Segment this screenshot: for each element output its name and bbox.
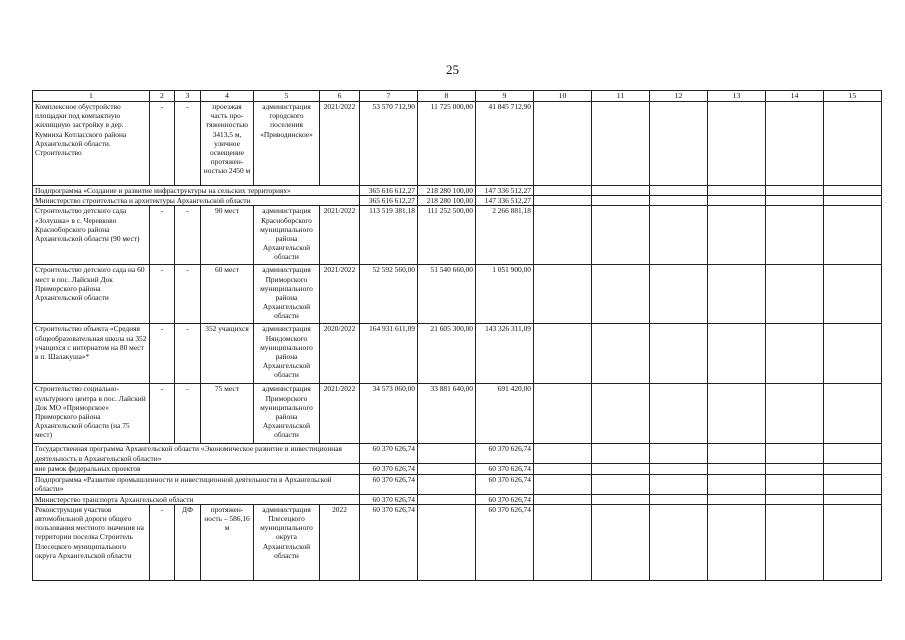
empty-cell [824,265,882,324]
col2-cell: - [150,324,175,384]
summary-label: Министерство транспорта Архангельской области [33,494,360,504]
empty-cell [824,494,882,504]
federal-cell: 111 252 500,00 [418,206,476,265]
table-row [33,324,882,384]
total-cell: 60 370 626,74 [360,464,418,474]
empty-cell [534,464,592,474]
header-cell: 15 [824,91,882,102]
customer-cell: администрация Няндомского муниципального района Архангельской области [254,324,320,384]
empty-cell [766,186,824,196]
empty-cell [650,102,708,186]
empty-cell [534,196,592,206]
empty-cell [650,206,708,265]
capacity-cell: 352 учащихся [201,324,254,384]
empty-cell [592,196,650,206]
empty-cell [824,444,882,464]
total-cell: 60 370 626,74 [360,474,418,494]
period-cell: 2021/2022 [320,265,360,324]
regional-cell: 143 326 311,09 [476,324,534,384]
empty-cell [650,504,708,580]
federal-cell [418,504,476,580]
header-cell: 4 [201,91,254,102]
customer-cell: администрация Красноборского муниципального района Архангельской области [254,206,320,265]
total-cell: 113 519 381,18 [360,206,418,265]
object-name-cell: Строительство объекта «Средняя общеобразовательная школа на 352 учащихся с интернатом на 80 мест в п. Шалакуша»* [33,324,150,384]
empty-cell [592,494,650,504]
object-name-cell: Комплексное обустройство площадки под компактную жилищную застройку в дер. Кумииха Котласского района Архангельской области. Строительство [33,102,150,186]
empty-cell [592,265,650,324]
empty-cell [650,265,708,324]
empty-cell [708,504,766,580]
empty-cell [592,102,650,186]
object-name-cell: Реконструкция участков автомобильной дороги общего пользования местного значения на территории поселка Строитель Плесецкого муниципального округа Архангельской области [33,504,150,580]
col3-cell: - [175,102,201,186]
header-cell: 3 [175,91,201,102]
period-cell: 2020/2022 [320,324,360,384]
header-cell: 2 [150,91,175,102]
total-cell: 53 570 712,90 [360,102,418,186]
empty-cell [592,444,650,464]
object-name-cell: Строительство детского сада «Золушка» в с. Черевково Красноборского района Архангельской области (90 мест) [33,206,150,265]
customer-cell: администрация Приморского муниципального района Архангельской области [254,265,320,324]
empty-cell [534,504,592,580]
customer-cell: администрация городского поселения «Приводинское» [254,102,320,186]
empty-cell [824,186,882,196]
federal-cell [418,464,476,474]
regional-cell: 691 420,00 [476,384,534,444]
capacity-cell: 90 мест [201,206,254,265]
federal-cell [418,494,476,504]
empty-cell [534,186,592,196]
header-cell: 5 [254,91,320,102]
empty-cell [534,474,592,494]
summary-row [33,186,882,196]
empty-cell [534,102,592,186]
regional-cell: 60 370 626,74 [476,464,534,474]
federal-cell: 51 540 660,00 [418,265,476,324]
empty-cell [708,102,766,186]
empty-cell [592,206,650,265]
federal-cell: 21 605 300,00 [418,324,476,384]
empty-cell [766,444,824,464]
col2-cell: - [150,265,175,324]
col2-cell: - [150,384,175,444]
col3-cell: - [175,324,201,384]
header-cell: 7 [360,91,418,102]
federal-cell: 218 280 100,00 [418,196,476,206]
empty-cell [766,102,824,186]
summary-label: Подпрограмма «Развитие промышленности и инвестиционной деятельности в Архангельской области» [33,474,360,494]
empty-cell [824,504,882,580]
capacity-cell: протяжен-ность – 586,16 м [201,504,254,580]
total-cell: 60 370 626,74 [360,444,418,464]
empty-cell [708,265,766,324]
summary-label: Подпрограмма «Создание и развитие инфраструктуры на сельских территориях» [33,186,360,196]
summary-row [33,444,882,464]
empty-cell [708,444,766,464]
header-cell: 10 [534,91,592,102]
regional-cell: 60 370 626,74 [476,474,534,494]
empty-cell [766,324,824,384]
empty-cell [534,494,592,504]
regional-cell: 60 370 626,74 [476,494,534,504]
capacity-cell: проезжая часть про-тяженностью 3413,5 м, уличное освещение протяжен-ностью 2450 м [201,102,254,186]
period-cell: 2021/2022 [320,384,360,444]
empty-cell [708,196,766,206]
empty-cell [766,384,824,444]
empty-cell [650,474,708,494]
table-row [33,206,882,265]
customer-cell: администрация Приморского муниципального района Архангельской области [254,384,320,444]
regional-cell: 41 845 712,90 [476,102,534,186]
header-cell: 11 [592,91,650,102]
empty-cell [824,324,882,384]
object-name-cell: Строительство социально-культурного центра в пос. Лайский Док МО «Приморское» Приморского района Архангельской области (на 75 мест) [33,384,150,444]
total-cell: 365 616 612,27 [360,196,418,206]
header-cell: 6 [320,91,360,102]
empty-cell [534,265,592,324]
regional-cell: 147 336 512,27 [476,186,534,196]
empty-cell [592,384,650,444]
federal-cell: 33 881 640,00 [418,384,476,444]
col3-cell: - [175,384,201,444]
empty-cell [708,494,766,504]
empty-cell [766,265,824,324]
header-cell: 1 [33,91,150,102]
empty-cell [592,504,650,580]
summary-label: Министерство строительства и архитектуры Архангельской области [33,196,360,206]
header-cell: 9 [476,91,534,102]
empty-cell [708,186,766,196]
empty-cell [708,474,766,494]
empty-cell [766,206,824,265]
capacity-cell: 60 мест [201,265,254,324]
regional-cell: 2 266 881,18 [476,206,534,265]
empty-cell [766,196,824,206]
summary-label: вне рамок федеральных проектов [33,464,360,474]
summary-row [33,464,882,474]
empty-cell [708,384,766,444]
col3-cell: - [175,265,201,324]
empty-cell [824,474,882,494]
empty-cell [650,384,708,444]
empty-cell [824,206,882,265]
header-cell: 13 [708,91,766,102]
col3-cell: ДФ [175,504,201,580]
empty-cell [650,494,708,504]
federal-cell [418,444,476,464]
empty-cell [534,206,592,265]
empty-cell [766,464,824,474]
empty-cell [824,464,882,474]
empty-cell [534,384,592,444]
period-cell: 2021/2022 [320,102,360,186]
empty-cell [534,324,592,384]
empty-cell [766,504,824,580]
regional-cell: 60 370 626,74 [476,444,534,464]
regional-cell: 147 336 512,27 [476,196,534,206]
regional-cell: 1 051 900,00 [476,265,534,324]
col2-cell: - [150,504,175,580]
table-header-row [33,91,882,102]
empty-cell [824,384,882,444]
empty-cell [650,444,708,464]
empty-cell [650,196,708,206]
table-row [33,504,882,580]
regional-cell: 60 370 626,74 [476,504,534,580]
summary-row [33,474,882,494]
summary-row [33,494,882,504]
empty-cell [766,494,824,504]
empty-cell [592,186,650,196]
federal-cell [418,474,476,494]
object-name-cell: Строительство детского сада на 60 мест в пос. Лайский Док Приморского района Архангельской области [33,265,150,324]
empty-cell [650,464,708,474]
total-cell: 34 573 060,00 [360,384,418,444]
empty-cell [592,464,650,474]
period-cell: 2022 [320,504,360,580]
col3-cell: - [175,206,201,265]
header-cell: 12 [650,91,708,102]
empty-cell [766,474,824,494]
col2-cell: - [150,206,175,265]
empty-cell [650,186,708,196]
empty-cell [708,206,766,265]
summary-label: Государственная программа Архангельской области «Экономическое развитие и инвестиционная деятельность в Архангельской области» [33,444,360,464]
empty-cell [824,196,882,206]
empty-cell [592,324,650,384]
empty-cell [708,464,766,474]
page-number: 25 [446,62,459,77]
federal-cell: 218 280 100,00 [418,186,476,196]
total-cell: 164 931 611,09 [360,324,418,384]
total-cell: 52 592 560,00 [360,265,418,324]
budget-table [32,90,882,581]
empty-cell [534,444,592,464]
capacity-cell: 75 мест [201,384,254,444]
empty-cell [708,324,766,384]
federal-cell: 11 725 000,00 [418,102,476,186]
table-row [33,265,882,324]
total-cell: 365 616 612,27 [360,186,418,196]
total-cell: 60 370 626,74 [360,504,418,580]
table-row [33,102,882,186]
table-row [33,384,882,444]
empty-cell [650,324,708,384]
empty-cell [592,474,650,494]
empty-cell [824,102,882,186]
customer-cell: администрация Плесецкого муниципального округа Архангельской области [254,504,320,580]
header-cell: 14 [766,91,824,102]
period-cell: 2021/2022 [320,206,360,265]
summary-row [33,196,882,206]
col2-cell: - [150,102,175,186]
header-cell: 8 [418,91,476,102]
total-cell: 60 370 626,74 [360,494,418,504]
